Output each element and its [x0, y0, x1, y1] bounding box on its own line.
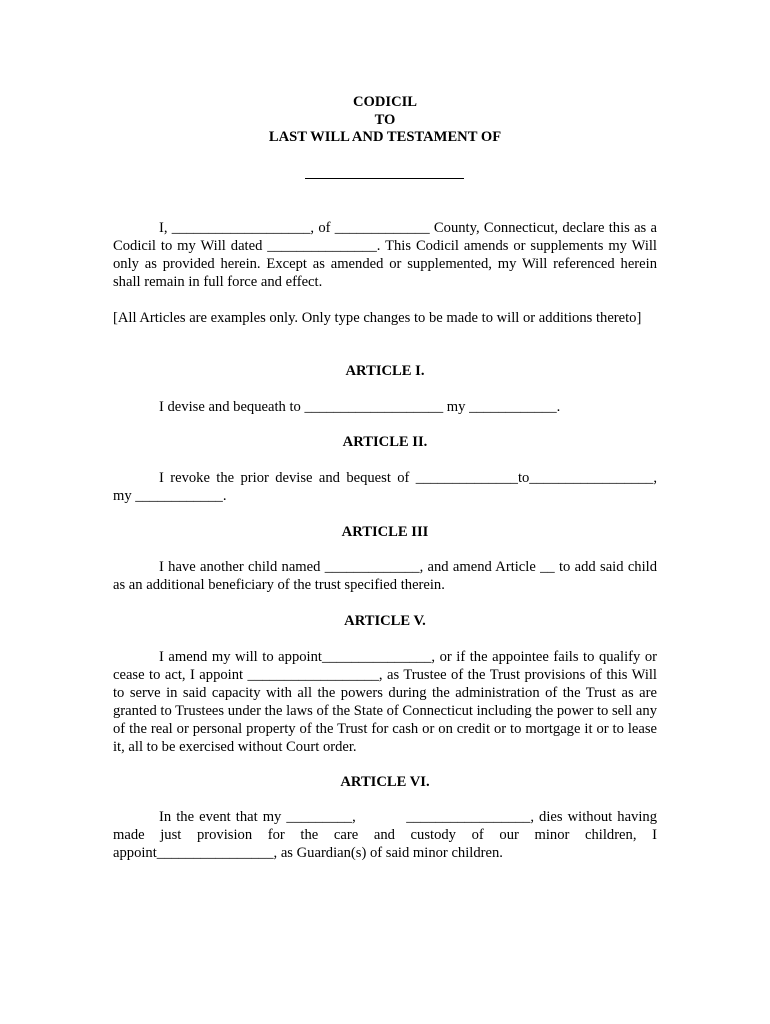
article-2-text: I revoke the prior devise and bequest of ______________to_________________, my ____________.: [113, 470, 657, 504]
note-paragraph: [All Articles are examples only. Only type changes to be made to will or additions thereto]: [113, 310, 642, 326]
article-2-heading: ARTICLE II.: [342, 434, 428, 450]
article-5-heading: ARTICLE V.: [344, 613, 426, 629]
article-6-text: In the event that my _________, _________________, dies without having made just provision for the care and custody of our minor children, I appoint________________, as Guardian(s) of said minor children.: [113, 809, 661, 861]
testator-name-blank-line: [305, 178, 464, 179]
intro-paragraph: I, ___________________, of _____________ County, Connecticut, declare this as a Codicil to my Will dated _______________. This Codicil amends or supplements my Will only as provided herein. Except as amended or supplemented, my Will referenced herein shall remain in full force and effect.: [113, 220, 657, 290]
article-3-text: I have another child named _____________, and amend Article __ to add said child as an additional beneficiary of the trust specified therein.: [113, 559, 657, 593]
article-1-text: I devise and bequeath to ___________________ my ____________.: [159, 399, 561, 415]
title-line-last-will: LAST WILL AND TESTAMENT OF: [268, 129, 502, 145]
article-1-heading: ARTICLE I.: [345, 363, 425, 379]
document-title: [0, 94, 770, 147]
article-5-text: I amend my will to appoint_______________, or if the appointee fails to qualify or cease to act, I appoint __________________, as Trustee of the Trust provisions of this Will to serve in said capacity with all the powers during the administration of the Trust as are granted to Trustees under the laws of the State of Connecticut including the power to sell any of the real or personal property of the Trust for cash or on credit or to mortgage it or to lease it, all to be exercised without Court order.: [113, 649, 657, 755]
title-line-codicil: CODICIL: [352, 94, 418, 110]
title-line-to: TO: [374, 111, 396, 128]
article-6-heading: ARTICLE VI.: [340, 774, 430, 790]
article-3-heading: ARTICLE III: [341, 524, 429, 540]
